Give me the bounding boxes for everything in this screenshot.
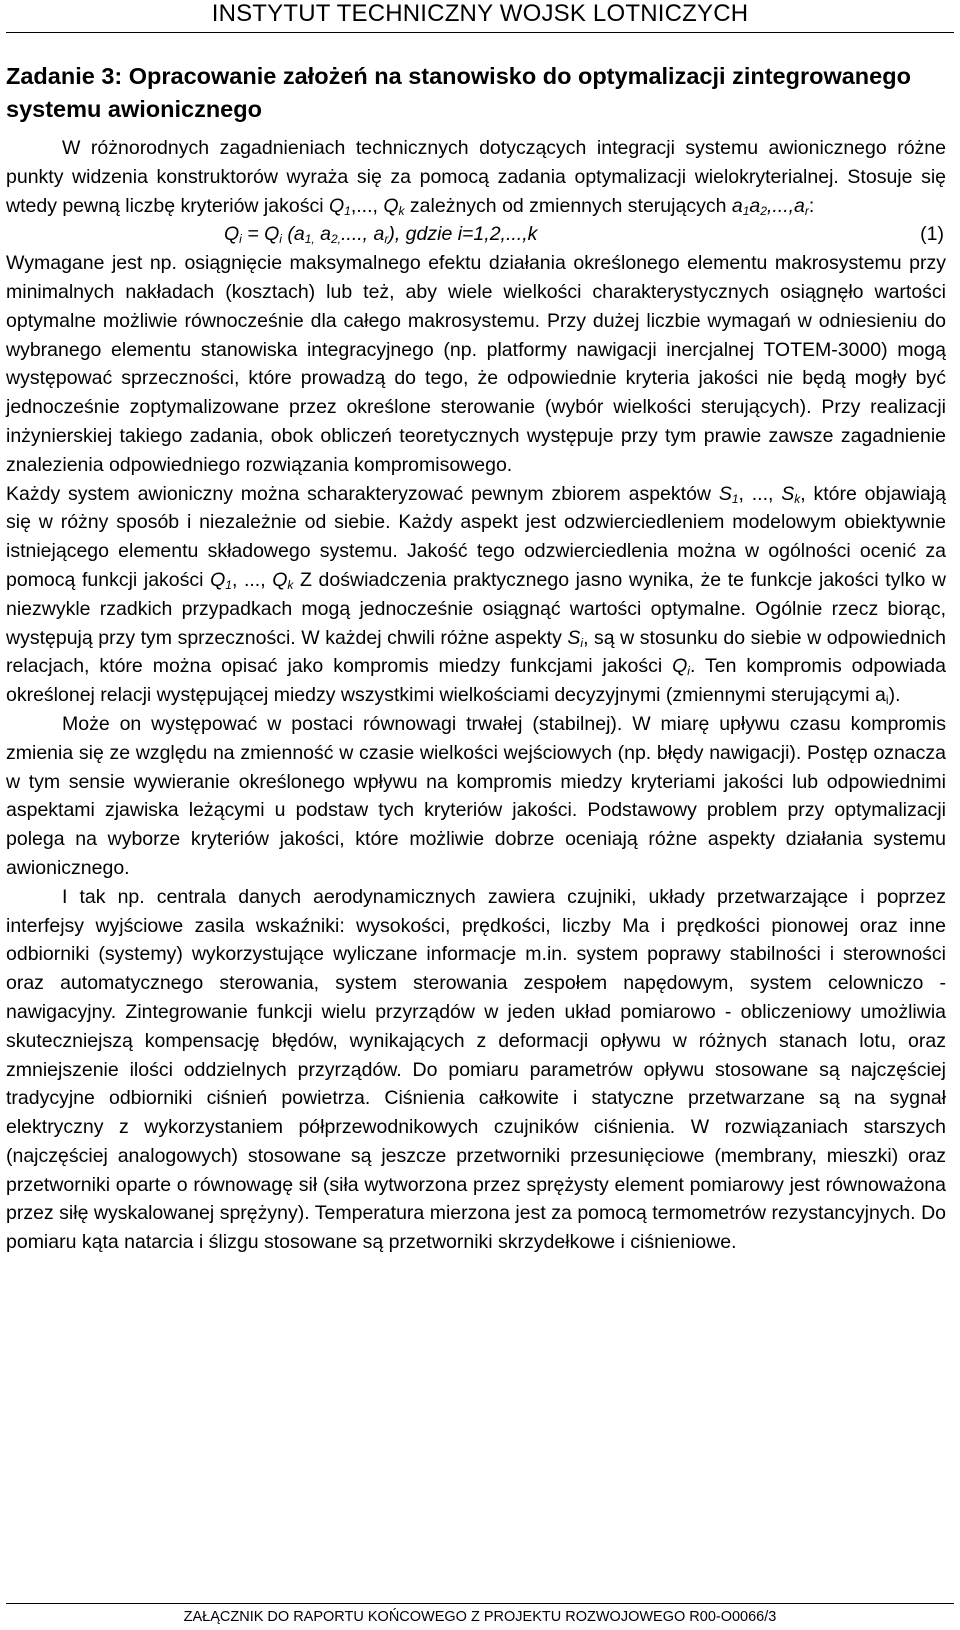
institution-name: INSTYTUT TECHNICZNY WOJSK LOTNICZYCH	[211, 0, 749, 27]
formula-1: $Q_i = Q_i$ ($a_{1,}$ $a_{2,}$...., $a_r$), gdzie i=1,2,...,k (1)	[6, 220, 946, 249]
footer-divider	[6, 1603, 954, 1604]
paragraph-air-data-central: I tak np. centrala danych aerodynamicznych zawiera czujniki, układy przetwarzające i poprzez interfejsy wyjściowe zasila wskaźniki: wysokości, prędkości, liczby Ma i prędkości pionowej oraz inne odbiorniki (systemy) wykorzystujące wyliczane informacje m.in. system poprawy stabilności i sterowności oraz automatycznego sterowania, system sterowania zespołem napędowym, system celowniczo - nawigacyjny. Zintegrowanie funkcji wielu przyrządów w jeden układ pomiarowo - obliczeniowy umożliwia skuteczniejszą kompensację błędów, wynikających z deformacji opływu w różnych stanach lotu, oraz zmniejszenie ilości oddzielnych przyrządów. Do pomiaru parametrów opływu stosowane są najczęściej tradycyjne odbiorniki ciśnień powietrza. Ciśnienia całkowite i statyczne przetwarzane są na sygnał elektryczny z wykorzystaniem półprzewodnikowych czujników ciśnienia. W rozwiązaniach starszych (najczęściej analogowych) stosowane są jeszcze przetworniki przesunięciowe (membrany, mieszki) oraz przetworniki oparte o równowagę sił (siła wytworzona przez sprężysty element pomiarowy jest równoważona przez siłę wyskalowanej sprężyny). Temperatura mierzona jest za pomocą termometrów rezystancyjnych. Do pomiaru kąta natarcia i ślizgu stosowane są przetworniki skrzydełkowe i ciśnieniowe.	[6, 885, 946, 1254]
paragraph-intro: W różnorodnych zagadnieniach technicznych dotyczących integracji systemu awionicznego różne punkty widzenia konstruktorów wyraża się za pomocą zadania optymalizacji wielokryterialnej. Stosuje się wtedy pewną liczbę kryteriów jakości $Q_1$,..., $Q_k$ zależnych od zmiennych sterujących $a_1a_2,...,a_r$:	[6, 137, 946, 218]
document-body	[6, 134, 946, 1257]
paragraph-requirements: Wymagane jest np. osiągnięcie maksymalnego efektu działania określonego elementu makrosystemu przy minimalnych nakładach (kosztach) lub też, aby wiele wielkości charakterystycznych osiągnęło wartości optymalne możliwie równocześnie dla całego makrosystemu. Przy dużej liczbie wymagań w odniesieniu do wybranego elementu stanowiska integracyjnego (np. platformy nawigacji inercjalnej TOTEM-3000) mogą występować sprzeczności, które prowadzą do tego, że odpowiednie kryteria jakości nie będą mogły być jednocześnie zoptymalizowane przez określone sterowanie (wybór wielkości sterujących). Przy realizacji inżynierskiej takiego zadania, obok obliczeń teoretycznych występuje przy tym prawie zawsze zagadnienie znalezienia odpowiedniego rozwiązania kompromisowego.	[6, 252, 946, 476]
header-divider	[6, 32, 954, 33]
paragraph-aspects: Każdy system awioniczny można scharakteryzować pewnym zbiorem aspektów $S_1$, ..., $S_k$, które objawiają się w różny sposób i niezależnie od siebie. Każdy aspekt jest odzwierciedleniem modelowym obiektywnie istniejącego elementu składowego systemu. Jakość tego odzwierciedlenia można w ogólności ocenić za pomocą funkcji jakości $Q_1$, ..., $Q_k$ Z doświadczenia praktycznego jasno wynika, że te funkcje jakości tylko w niezwykle rzadkich przypadkach mogą jednocześnie osiągnąć wartości optymalne. Ogólnie rzecz biorąc, występują przy tym sprzeczności. W każdej chwili różne aspekty $S_i$, są w stosunku do siebie w odpowiednich relacjach, które można opisać jako kompromis miedzy funkcjami jakości $Q_i$. Ten kompromis odpowiada określonej relacji występującej miedzy wszystkimi wielkościami decyzyjnymi (zmiennymi sterującymi $a_i$).	[6, 482, 946, 708]
section-title: Zadanie 3: Opracowanie założeń na stanowisko do optymalizacji zintegrowanego systemu awionicznego	[6, 63, 911, 122]
page-footer: ZAŁĄCZNIK DO RAPORTU KOŃCOWEGO Z PROJEKTU ROZWOJOWEGO R00-O0066/3	[183, 1609, 777, 1625]
page-header	[0, 0, 960, 30]
equation-number: (1)	[920, 223, 944, 246]
paragraph-compromise: Może on występować w postaci równowagi trwałej (stabilnej). W miarę upływu czasu kompromis zmienia się ze względu na zmienność w czasie wielkości wejściowych (np. błędy nawigacji). Postęp oznacza w tym sensie wywieranie określonego wpływu na kompromis miedzy kryteriami jakości lub odpowiednimi aspektami zjawiska leżącymi u podstaw tych kryteriów jakości. Podstawowy problem przy optymalizacji polega na wyborze kryteriów jakości, które możliwie dobrze oceniają różne aspekty działania systemu awionicznego.	[6, 712, 946, 879]
